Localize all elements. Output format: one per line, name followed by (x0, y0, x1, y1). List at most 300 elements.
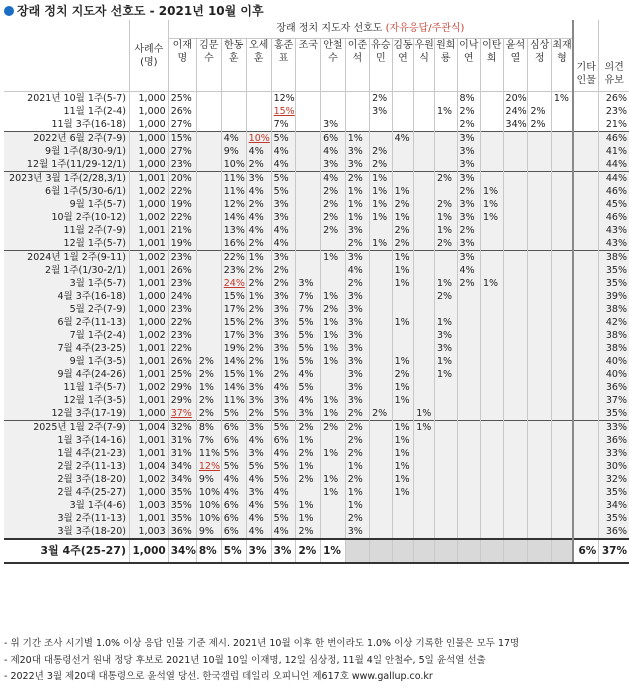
row-value: 1% (392, 460, 414, 473)
row-value (457, 368, 480, 381)
row-opinion: 35% (599, 277, 629, 290)
row-value: 1% (321, 394, 346, 407)
row-sample: 1,000 (129, 316, 168, 329)
row-value: 1% (392, 486, 414, 499)
row-other (573, 499, 599, 512)
row-value: 2% (345, 172, 369, 186)
row-value: 5% (271, 499, 296, 512)
row-sample: 1,003 (129, 499, 168, 512)
row-value (480, 92, 503, 106)
row-value (414, 251, 435, 265)
header-group-label: 장래 정치 지도자 선호도 (276, 22, 386, 34)
row-value (221, 92, 246, 106)
table-row (4, 118, 629, 132)
row-other (573, 145, 599, 158)
row-value: 5% (271, 132, 296, 146)
row-value (321, 381, 346, 394)
row-sample: 1,001 (129, 434, 168, 447)
row-value (345, 92, 369, 106)
row-opinion: 36% (599, 434, 629, 447)
row-value (480, 486, 503, 499)
row-value (370, 264, 393, 277)
row-sample: 1,001 (129, 512, 168, 525)
row-other (573, 316, 599, 329)
row-value (503, 172, 528, 186)
row-value (370, 251, 393, 265)
row-value: 2% (434, 237, 457, 251)
row-value: 1% (392, 277, 414, 290)
row-value (551, 421, 573, 435)
row-value (414, 198, 435, 211)
row-value: 1% (480, 211, 503, 224)
row-value (370, 512, 393, 525)
row-value (296, 105, 321, 118)
row-value (457, 303, 480, 316)
row-value: 6% (271, 434, 296, 447)
row-value (414, 368, 435, 381)
table-row (4, 381, 629, 394)
row-value: 2% (196, 355, 221, 368)
row-opinion: 38% (599, 342, 629, 355)
row-value (434, 525, 457, 539)
row-value: 10% (196, 499, 221, 512)
row-value (370, 486, 393, 499)
row-value: 5% (221, 447, 246, 460)
row-value (551, 316, 573, 329)
row-value: 23% (168, 303, 196, 316)
row-value (457, 525, 480, 539)
row-date: 6월 2주(11-13) (4, 316, 129, 329)
row-value: 5% (271, 185, 296, 198)
row-value: 3% (271, 303, 296, 316)
row-value (551, 198, 573, 211)
row-value: 2% (321, 198, 346, 211)
row-value: 10% (246, 132, 271, 146)
row-sample: 1,001 (129, 172, 168, 186)
row-value (503, 303, 528, 316)
row-value: 2% (434, 172, 457, 186)
row-opinion: 44% (599, 158, 629, 172)
row-value: 34% (168, 473, 196, 486)
row-value: 3% (246, 447, 271, 460)
row-value (296, 132, 321, 146)
row-value: 1% (392, 473, 414, 486)
row-value: 1% (480, 198, 503, 211)
row-value (457, 499, 480, 512)
row-value (528, 368, 551, 381)
row-value: 2% (196, 394, 221, 407)
row-value: 1% (434, 224, 457, 237)
row-value (434, 539, 457, 563)
row-value: 1% (434, 316, 457, 329)
row-other (573, 290, 599, 303)
table-row (4, 394, 629, 407)
row-value: 1% (345, 460, 369, 473)
header-candidate: 한동훈 (221, 39, 246, 92)
table-row (4, 224, 629, 237)
header-candidate: 홍준표 (271, 39, 296, 92)
row-other (573, 394, 599, 407)
row-value (551, 172, 573, 186)
row-value: 1% (392, 251, 414, 265)
row-value (551, 145, 573, 158)
row-value (528, 211, 551, 224)
row-value (196, 158, 221, 172)
row-opinion: 36% (599, 381, 629, 394)
row-value (551, 434, 573, 447)
row-opinion: 37% (599, 539, 629, 563)
row-value (528, 329, 551, 342)
row-value (321, 512, 346, 525)
row-value: 12% (271, 92, 296, 106)
row-value (370, 277, 393, 290)
row-value: 25% (168, 92, 196, 106)
row-other (573, 381, 599, 394)
row-value: 14% (221, 381, 246, 394)
row-value (414, 92, 435, 106)
row-other (573, 407, 599, 421)
row-value: 21% (168, 224, 196, 237)
row-value (503, 539, 528, 563)
row-value: 3% (345, 368, 369, 381)
row-value (503, 342, 528, 355)
row-value (414, 264, 435, 277)
header-candidate: 최재형 (551, 39, 573, 92)
row-opinion: 40% (599, 368, 629, 381)
row-date: 11월 3주(16-18) (51, 118, 126, 130)
row-value (551, 512, 573, 525)
row-value: 4% (246, 473, 271, 486)
row-sample: 1,003 (129, 525, 168, 539)
header-sample: 사례수(명) (129, 20, 168, 92)
row-opinion: 21% (599, 118, 629, 132)
row-value: 10% (196, 512, 221, 525)
row-value: 8% (196, 421, 221, 435)
row-other (573, 434, 599, 447)
row-value: 1% (414, 407, 435, 421)
row-value (551, 460, 573, 473)
row-value (480, 145, 503, 158)
row-value: 2% (321, 185, 346, 198)
row-value: 1% (392, 421, 414, 435)
row-value (480, 473, 503, 486)
row-value: 4% (296, 394, 321, 407)
row-value: 1% (392, 355, 414, 368)
row-value (457, 407, 480, 421)
row-value (551, 447, 573, 460)
row-value: 4% (221, 132, 246, 146)
row-value: 5% (296, 342, 321, 355)
header-candidate: 우원식 (414, 39, 435, 92)
row-value (414, 303, 435, 316)
row-value (503, 132, 528, 146)
row-value (457, 316, 480, 329)
row-value (414, 316, 435, 329)
row-value (528, 525, 551, 539)
row-value (296, 486, 321, 499)
row-opinion: 35% (599, 512, 629, 525)
row-value: 3% (457, 211, 480, 224)
header-candidate: 이낙연 (457, 39, 480, 92)
row-other (573, 132, 599, 146)
row-value: 3% (345, 145, 369, 158)
row-value: 1% (345, 486, 369, 499)
row-other (573, 224, 599, 237)
row-value: 22% (168, 211, 196, 224)
row-sample: 1,001 (129, 264, 168, 277)
row-value (370, 381, 393, 394)
header-opinion: 의견 유보 (599, 20, 629, 92)
row-value: 2% (246, 342, 271, 355)
row-value: 3% (271, 290, 296, 303)
row-value: 2% (370, 92, 393, 106)
row-value: 19% (221, 342, 246, 355)
row-value: 2% (457, 185, 480, 198)
row-value: 1% (321, 329, 346, 342)
row-value (503, 460, 528, 473)
row-value (296, 251, 321, 265)
row-value: 6% (221, 421, 246, 435)
row-value: 5% (296, 381, 321, 394)
row-value: 19% (168, 198, 196, 211)
row-value: 37% (168, 407, 196, 421)
row-value: 22% (221, 251, 246, 265)
row-value: 3% (246, 381, 271, 394)
row-value (480, 118, 503, 132)
table-row (4, 105, 629, 118)
row-value: 3% (246, 394, 271, 407)
row-value: 2% (392, 198, 414, 211)
header-candidate: 심상정 (528, 39, 551, 92)
row-value (296, 145, 321, 158)
row-value: 5% (221, 539, 246, 563)
row-value: 2% (271, 368, 296, 381)
row-value: 1% (392, 264, 414, 277)
row-value (434, 145, 457, 158)
row-value: 20% (503, 92, 528, 106)
row-value: 5% (246, 460, 271, 473)
row-value: 2% (345, 434, 369, 447)
row-value: 36% (168, 525, 196, 539)
row-value (370, 525, 393, 539)
row-value (196, 303, 221, 316)
row-value: 7% (296, 290, 321, 303)
row-value (414, 342, 435, 355)
row-value (528, 185, 551, 198)
row-value (345, 118, 369, 132)
row-value (414, 185, 435, 198)
row-sample: 1,000 (129, 303, 168, 316)
note-3: - 2022년 3월 제20대 대통령으로 윤석열 당선. 한국갤럽 데일리 오피니언 제617호 www.gallup.co.kr (4, 671, 433, 682)
row-value (503, 407, 528, 421)
row-value (503, 525, 528, 539)
row-value: 1% (345, 499, 369, 512)
row-value (414, 237, 435, 251)
row-value (480, 460, 503, 473)
row-value: 20% (168, 172, 196, 186)
row-value: 2% (296, 525, 321, 539)
row-value (551, 237, 573, 251)
row-value (321, 525, 346, 539)
table-row (4, 132, 629, 146)
title-text: 장래 정치 지도자 선호도 - 2021년 10월 이후 (17, 4, 264, 18)
row-value: 24% (221, 277, 246, 290)
row-value: 3% (345, 303, 369, 316)
row-value (196, 264, 221, 277)
row-value: 3% (246, 329, 271, 342)
row-value: 1% (392, 211, 414, 224)
row-value (370, 355, 393, 368)
row-value: 1% (434, 368, 457, 381)
row-value: 3% (296, 277, 321, 290)
row-value (370, 290, 393, 303)
row-value (551, 224, 573, 237)
row-value: 3% (345, 525, 369, 539)
row-value: 4% (296, 368, 321, 381)
row-value: 1% (345, 211, 369, 224)
table-row (4, 251, 629, 265)
row-value: 3% (246, 486, 271, 499)
row-value: 2% (271, 277, 296, 290)
row-value (296, 158, 321, 172)
row-value: 3% (296, 407, 321, 421)
row-value: 11% (221, 185, 246, 198)
row-opinion: 33% (599, 447, 629, 460)
row-value (528, 92, 551, 106)
row-value: 2% (246, 237, 271, 251)
row-value: 1% (345, 185, 369, 198)
row-value (551, 251, 573, 265)
row-value (551, 264, 573, 277)
row-value (480, 237, 503, 251)
row-sample: 1,002 (129, 211, 168, 224)
row-value: 11% (221, 394, 246, 407)
row-sample: 1,001 (129, 237, 168, 251)
row-value (414, 525, 435, 539)
row-other (573, 460, 599, 473)
row-value (457, 486, 480, 499)
row-opinion: 44% (599, 172, 629, 186)
row-value: 3% (457, 251, 480, 265)
table-row (4, 92, 629, 106)
row-value (196, 211, 221, 224)
row-value: 3% (370, 105, 393, 118)
row-value: 1% (296, 434, 321, 447)
row-value (370, 434, 393, 447)
row-value: 5% (221, 407, 246, 421)
row-value (528, 316, 551, 329)
row-date: 1월 3주(14-16) (4, 434, 129, 447)
row-date: 12월 1주(3-5) (4, 394, 129, 407)
row-sample: 1,000 (129, 92, 168, 106)
row-value (414, 434, 435, 447)
row-date: 2월 2주(11-13) (4, 460, 129, 473)
row-value: 4% (271, 237, 296, 251)
row-value (370, 460, 393, 473)
row-value (551, 342, 573, 355)
row-value (551, 499, 573, 512)
row-value: 6% (221, 512, 246, 525)
row-value: 1% (392, 394, 414, 407)
row-value (480, 499, 503, 512)
row-sample: 1,001 (129, 342, 168, 355)
row-value: 3% (271, 329, 296, 342)
row-value (196, 251, 221, 265)
row-value (528, 342, 551, 355)
row-value (457, 381, 480, 394)
row-value: 1% (480, 277, 503, 290)
row-value: 3% (345, 381, 369, 394)
row-value (551, 118, 573, 132)
page-title (4, 2, 264, 20)
row-date: 3월 2주(11-13) (4, 512, 129, 525)
row-value (296, 185, 321, 198)
row-value: 3% (271, 198, 296, 211)
row-value (503, 316, 528, 329)
row-value: 5% (271, 512, 296, 525)
row-sample: 1,001 (129, 224, 168, 237)
header-group-suffix: (자유응답/주관식) (385, 22, 465, 34)
row-value (551, 381, 573, 394)
row-value: 10% (196, 486, 221, 499)
row-value: 2% (392, 237, 414, 251)
row-value (434, 473, 457, 486)
row-value (480, 539, 503, 563)
row-value (296, 172, 321, 186)
header-other: 기타 인물 (573, 20, 599, 92)
row-value: 1% (296, 460, 321, 473)
row-date: 10월 2주(10-12) (4, 211, 129, 224)
header-candidate: 이탄희 (480, 39, 503, 92)
row-value: 1% (392, 447, 414, 460)
row-value: 11% (221, 172, 246, 186)
row-value: 2% (434, 290, 457, 303)
row-value: 1% (321, 407, 346, 421)
table-row (4, 264, 629, 277)
row-value (370, 132, 393, 146)
row-value (434, 118, 457, 132)
row-value: 3% (271, 394, 296, 407)
row-value (480, 355, 503, 368)
row-other (573, 368, 599, 381)
row-value (370, 447, 393, 460)
row-value (457, 512, 480, 525)
table-row (4, 447, 629, 460)
row-value (414, 118, 435, 132)
row-value (457, 447, 480, 460)
row-value: 22% (168, 316, 196, 329)
row-value (503, 145, 528, 158)
row-value (296, 264, 321, 277)
row-value (503, 434, 528, 447)
table-row (4, 237, 629, 251)
row-value (296, 211, 321, 224)
header-candidate: 윤석열 (503, 39, 528, 92)
row-date: 11월 1주(2-4) (63, 105, 126, 117)
row-date: 3월 1주(5-7) (4, 277, 129, 290)
row-value (503, 198, 528, 211)
row-value: 8% (457, 92, 480, 106)
row-date: 11월 1주(5-7) (4, 381, 129, 394)
row-value: 3% (345, 342, 369, 355)
row-value: 16% (221, 237, 246, 251)
row-value: 1% (392, 185, 414, 198)
row-value (480, 132, 503, 146)
row-value: 3% (321, 118, 346, 132)
row-other (573, 447, 599, 460)
row-value: 3% (345, 251, 369, 265)
row-value: 1% (370, 237, 393, 251)
